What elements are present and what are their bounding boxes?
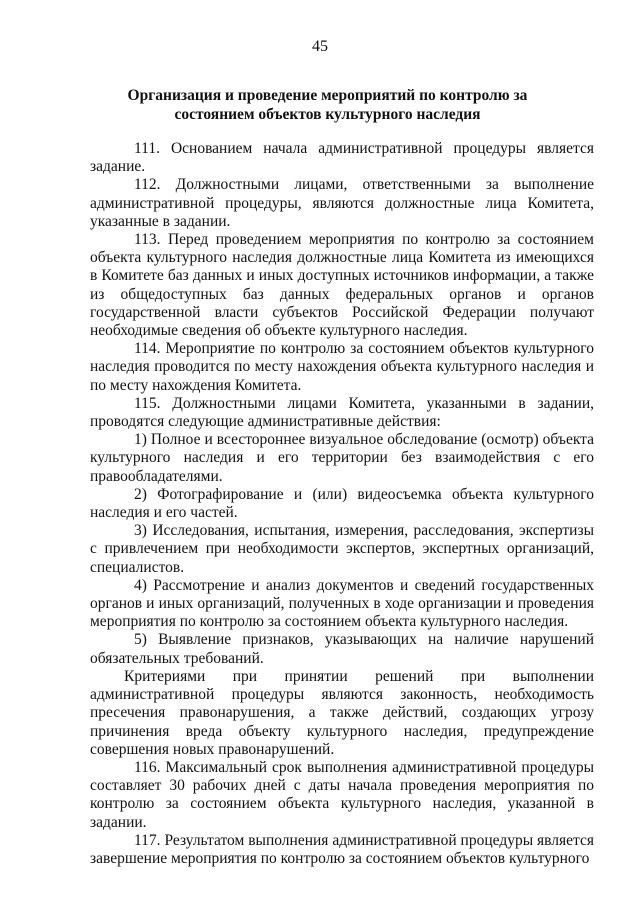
criteria-paragraph: Критериями при принятии решений при выполнении административной процедуры являются законность, необходимость пресечения правонарушения, а также действий, создающих угрозу причинения вреда объекту культурного наследия, предупреждение совершения новых правонарушений. (90, 667, 594, 758)
list-item-4: 4) Рассмотрение и анализ документов и сведений государственных органов и иных организаций, полученных в ходе организации и проведения мероприятия по контролю за состоянием объекта культурного наследия. (90, 576, 594, 631)
section-title: Организация и проведение мероприятий по контролю за состоянием объектов культурного наследия (127, 87, 528, 123)
paragraph-116: 116. Максимальный срок выполнения административной процедуры составляет 30 рабочих дней с даты начала проведения мероприятия по контролю за состоянием объекта культурного наследия, указанной в задании. (90, 758, 594, 831)
document-body (90, 140, 594, 868)
list-item-2: 2) Фотографирование и (или) видеосъемка объекта культурного наследия и его частей. (90, 485, 594, 522)
page-number: 45 (312, 38, 328, 55)
paragraph-115: 115. Должностными лицами Комитета, указанными в задании, проводятся следующие административные действия: (90, 394, 594, 431)
paragraph-112: 112. Должностными лицами, ответственными за выполнение административной процедуры, являются должностные лица Комитета, указанные в задании. (90, 176, 594, 230)
paragraph-111: 111. Основанием начала административной процедуры является задание. (90, 140, 594, 176)
list-item-1: 1) Полное и всестороннее визуальное обследование (осмотр) объекта культурного наследия и его территории без взаимодействия с его правообладателями. (90, 431, 594, 485)
paragraph-114: 114. Мероприятие по контролю за состоянием объектов культурного наследия проводится по месту нахождения объекта культурного наследия и по месту нахождения Комитета. (90, 340, 594, 394)
list-item-3: 3) Исследования, испытания, измерения, расследования, экспертизы с привлечением при необходимости экспертов, экспертных организаций, специалистов. (90, 522, 594, 576)
paragraph-113: 113. Перед проведением мероприятия по контролю за состоянием объекта культурного наследия должностные лица Комитета из имеющихся в Комитете баз данных и иных доступных источников информации, а также из общедоступных баз данных федеральных органов и органов государственной власти субъектов Российской Федерации получают необходимые сведения об объекте культурного наследия. (90, 231, 594, 340)
paragraph-117: 117. Результатом выполнения административной процедуры является завершение мероприятия по контролю за состоянием объектов культурного (90, 831, 594, 867)
list-item-5: 5) Выявление признаков, указывающих на наличие нарушений обязательных требований. (90, 631, 594, 667)
